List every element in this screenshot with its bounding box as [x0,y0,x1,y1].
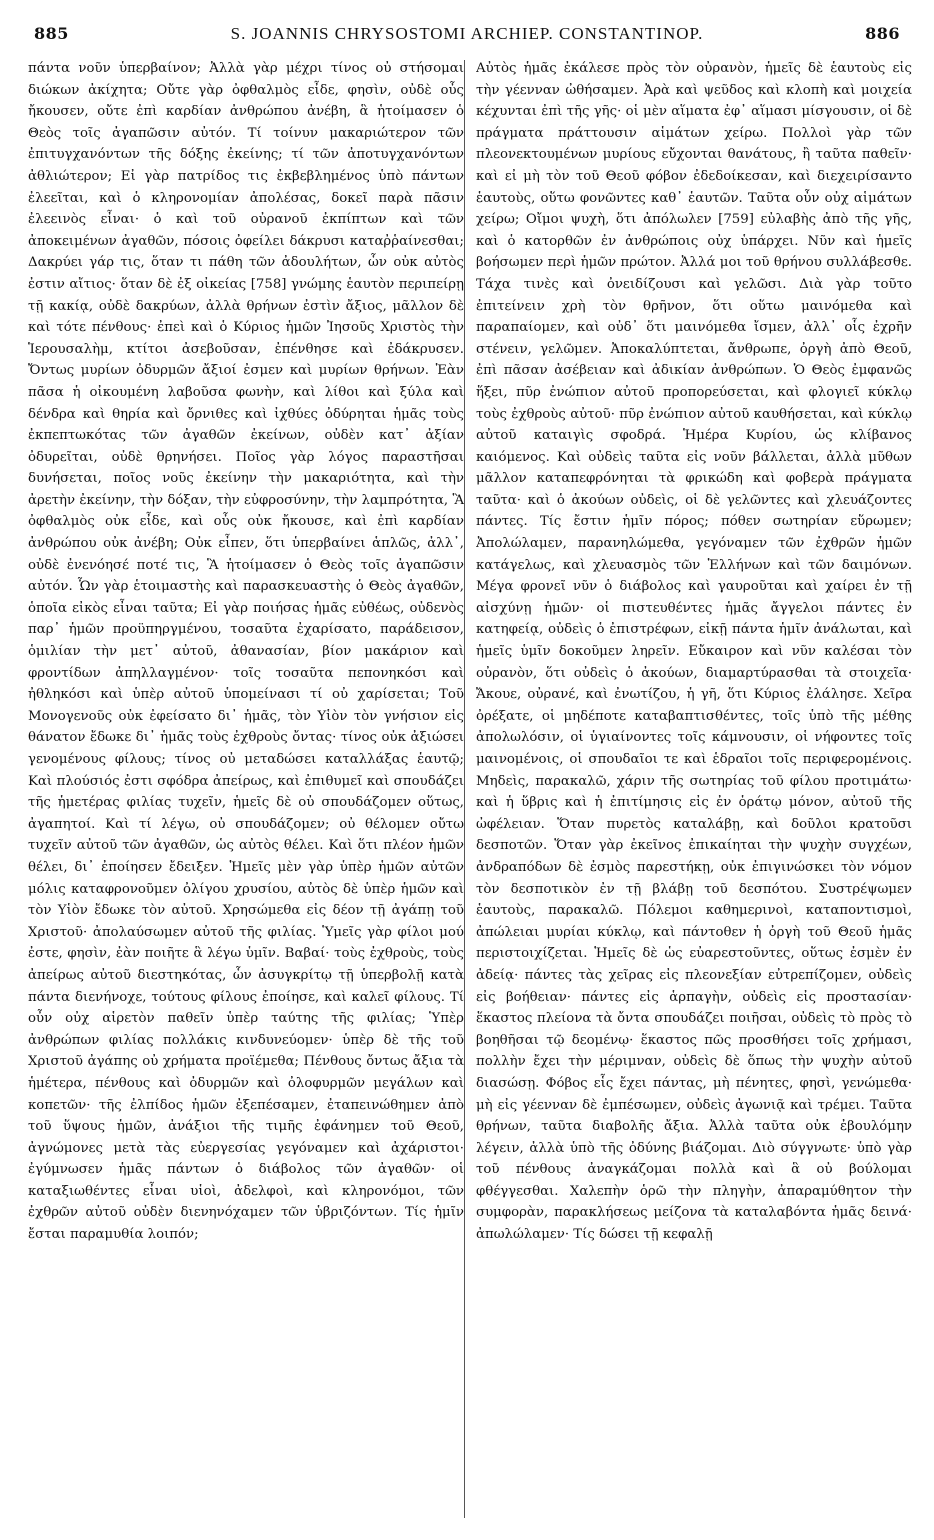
running-header [0,0,934,52]
right-column [476,58,912,1528]
left-column [28,58,464,1528]
right-column-text: Αὐτὸς ἡμᾶς ἐκάλεσε πρὸς τὸν οὐρανὸν, ἡμεῖς δὲ ἑαυτοὺς εἰς τὴν γέενναν ὠθήσαμεν. Ἀρὰ καὶ ψεῦδος καὶ κλοπὴ καὶ μοιχεία κέχυνται ἐπὶ τῆς γῆς· οἱ μὲν αἵματα ἐφ᾽ αἵμασι μίσγουσιν, οἱ δὲ πράγματα πράττουσιν αἱμάτων χείρω. Πολλοὶ γὰρ τῶν πλεονεκτουμένων μυρίους εὔχονται θανάτους, ἢ ταῦτα παθεῖν· καὶ εἰ μὴ τὸν τοῦ Θεοῦ φόβον ἐδεδοίκεσαν, καὶ διεχειρίσαντο ἑαυτοὺς, οὕτω φονῶντες καθ᾽ ἑαυτῶν. Ταῦτα οὖν οὐχ αἱμάτων χείρω; Οἴμοι ψυχὴ, ὅτι ἀπόλωλεν [759] εὐλαβὴς ἀπὸ τῆς γῆς, καὶ ὁ κατορθῶν ἐν ἀνθρώποις οὐχ ὑπάρχει. Νῦν καὶ ἡμεῖς βοήσωμεν περὶ ἡμῶν πρώτον. Ἀλλά μοι τοῦ θρήνου συλλάβεσθε. Τάχα τινὲς καὶ ὀνειδίζουσι καὶ γελῶσι. Διὰ γὰρ τοῦτο ἐπιτείνειν χρὴ τὸν θρῆνον, ὅτι οὕτω μαινόμεθα καὶ παραπαίομεν, καὶ οὐδ᾽ ὅτι μαινόμεθα ἴσμεν, ἀλλ᾽ οἷς ἐχρῆν στένειν, γελῶμεν. Ἀποκαλύπτεται, ἄνθρωπε, ὀργὴ ἀπὸ Θεοῦ, ἐπὶ πᾶσαν ἀσέβειαν καὶ ἀδικίαν ἀνθρώπων. Ὁ Θεὸς ἐμφανῶς ἥξει, πῦρ ἐνώπιον αὐτοῦ προπορεύσεται, καὶ φλογιεῖ κύκλῳ τοὺς ἐχθροὺς αὐτοῦ· πῦρ ἐνώπιον αὐτοῦ καυθήσεται, καὶ κύκλῳ αὐτοῦ καταιγὶς σφοδρά. Ἡμέρα Κυρίου, ὡς κλίβανος καιόμενος. Καὶ οὐδεὶς ταῦτα εἰς νοῦν βάλλεται, ἀλλὰ μῦθων μᾶλλον καταπεφρόνηται τὰ φρικώδη καὶ φοβερὰ πράγματα ταῦτα· καὶ ὁ ἀκούων οὐδεὶς, οἱ δὲ γελῶντες καὶ χλευάζοντες πάντες. Τίς ἔστιν ἡμῖν πόρος; πόθεν σωτηρίαν εὕρωμεν; Ἀπολώλαμεν, παρανηλώμεθα, γεγόναμεν τῶν ἐχθρῶν ἡμῶν κατάγελως, καὶ χλευασμὸς τῶν Ἑλλήνων καὶ τῶν δαιμόνων. Μέγα φρονεῖ νῦν ὁ διάβολος καὶ γαυροῦται καὶ χαίρει ἐν τῇ αἰσχύνῃ ἡμῶν· οἱ πιστευθέντες ἡμᾶς ἄγγελοι πάντες ἐν κατηφείᾳ, οὐδεὶς ὁ ἐπιστρέφων, εἰκῇ πάντα ἡμῖν ἀνάλωται, καὶ ἡμεῖς ὑμῖν δοκοῦμεν ληρεῖν. Εὔκαιρον καὶ νῦν καλέσαι τὸν οὐρανὸν, ὅτι οὐδεὶς ὁ ἀκούων, διαμαρτύρασθαι τὰ στοιχεῖα· Ἄκουε, οὐρανέ, καὶ ἐνωτίζου, ἡ γῆ, ὅτι Κύριος ἐλάλησε. Χεῖρα ὀρέξατε, οἱ μηδέποτε καταβαπτισθέντες, τοῖς ὑπὸ τῆς μέθης ἀπολωλόσιν, οἱ ὑγιαίνοντες τοῖς κάμνουσιν, οἱ νήφοντες τοῖς μαινομένοις, οἱ σπουδαῖοι τε καὶ ἑδραῖοι τοῖς περιφερομένοις. Μηδεὶς, παρακαλῶ, χάριν τῆς σωτηρίας τοῦ φίλου προτιμάτω· καὶ ἡ ὕβρις καὶ ἡ ἐπιτίμησις εἰς ἐν ὁράτῳ μόνον, αὐτοῦ τῆς ὠφέλειαν. Ὅταν πυρετὸς καταλάβῃ, καὶ δοῦλοι κρατοῦσι δεσποτῶν. Ὅταν γὰρ ἐκεῖνος ἐπικαίηται τὴν ψυχὴν συγχέων, ἀνδραπόδων δὲ ἐσμὸς παρεστήκῃ, οὐκ ἐπιγινώσκει τὸν νόμον τὸν δεσποτικὸν ἐν τῇ βλάβῃ τοῦ δεσπότου. Συστρέψωμεν ἑαυτοὺς, παρακαλῶ. Πόλεμοι καθημερινοὶ, καταποντισμοὶ, ἀπώλειαι μυρίαι κύκλῳ, καὶ πάντοθεν ἡ ὀργὴ τοῦ Θεοῦ ἡμᾶς περιστοιχίζεται. Ἡμεῖς δὲ ὡς εὐαρεστοῦντες, οὕτως ἐσμὲν ἐν ἀδείᾳ· πάντες τὰς χεῖρας εἰς πλεονεξίαν εὐτρεπίζομεν, οὐδεὶς εἰς βοήθειαν· πάντες εἰς ἁρπαγὴν, οὐδεὶς εἰς προστασίαν· ἕκαστος πλείονα τὰ ὄντα σπουδάζει ποιῆσαι, οὐδεὶς τὸ πρὸς τὸ βοηθῆσαι τῷ δεομένῳ· ἕκαστος πῶς προσθήσει τοῖς χρήμασι, πολλὴν ἔχει τὴν μέριμναν, οὐδεὶς δὲ ὅπως τὴν ψυχὴν αὐτοῦ διασώσῃ. Φόβος εἷς ἔχει πάντας, μὴ πένητες, φησὶ, γενώμεθα· μὴ εἰς γέενναν δὲ ἐμπέσωμεν, οὐδεὶς ἀγωνιᾷ καὶ τρέμει. Ταῦτα θρήνων, ταῦτα διαβολῆς ἄξια. Ἀλλὰ ταῦτα οὐκ ἐβουλόμην λέγειν, ἀλλὰ ὑπὸ τῆς ὀδύνης βιάζομαι. Διὸ σύγγνωτε· ὑπὸ γὰρ τοῦ πένθους ἀναγκάζομαι πολλὰ καὶ ἃ οὐ βούλομαι φθέγγεσθαι. Χαλεπὴν ὁρῶ τὴν πληγὴν, ἀπαραμύθητον τὴν συμφορὰν, παρακλήσεως μείζονα τὰ καταλαβόντα ἡμᾶς δεινά· ἀπωλώλαμεν· Τίς δώσει τῇ κεφαλῇ [476,61,912,1243]
running-title: S. JOANNIS CHRYSOSTOMI ARCHIEP. CONSTANTINOP. [230,24,704,43]
column-divider [464,60,465,1518]
page-number-left: 885 [34,24,69,43]
left-column-text: πάντα νοῦν ὑπερβαίνον; Ἀλλὰ γὰρ μέχρι τίνος οὐ στήσομαι διώκων ἀκίχητα; Οὔτε γὰρ ὀφθαλμὸς εἶδε, φησὶν, οὐδὲ οὖς ἤκουσεν, οὔτε ἐπὶ καρδίαν ἀνθρώπου ἀνέβη, ἃ ἡτοίμασεν ὁ Θεὸς τοῖς ἀγαπῶσιν αὐτόν. Τί τοίνυν μακαριώτερον τῶν ἐπιτυγχανόντων τῆς δόξης ἐκείνης; τί τῶν ἀποτυγχανόντων ἀθλιώτερον; Εἰ γὰρ πατρίδος τις ἐκβεβλημένος ὑπὸ πάντων ἐλεεῖται, καὶ ὁ κληρονομίαν ἀπολέσας, δοκεῖ παρὰ πᾶσιν ἐλεεινὸς εἶναι· ὁ καὶ τοῦ οὐρανοῦ ἐκπίπτων καὶ τῶν ἀποκειμένων ἀγαθῶν, πόσοις ὀφείλει δάκρυσι καταῤῥαίνεσθαι; Δακρύει γάρ τις, ὅταν τι πάθη τῶν ἀδουλήτων, ὧν οὐκ αὐτὸς ἐστιν αἴτιος· ὅταν δὲ ἐξ οἰκείας [758] γνώμης ἑαυτὸν περιπείρῃ τῇ κακίᾳ, οὐδὲ δακρύων, ἀλλὰ θρήνων ἐστὶν ἄξιος, μᾶλλον δὲ καὶ τότε πένθους· ἐπεὶ καὶ ὁ Κύριος ἡμῶν Ἰησοῦς Χριστὸς τὴν Ἱερουσαλὴμ, κτίτοι ἀσεβοῦσαν, ἐπένθησε καὶ ἐδάκρυσεν. Ὄντως μυρίων ὀδυρμῶν ἄξιοί ἐσμεν καὶ μυρίων θρήνων. Ἐὰν πᾶσα ἡ οἰκουμένη λαβοῦσα φωνὴν, καὶ λίθοι καὶ ξύλα καὶ δένδρα καὶ θηρία καὶ ὄρνιθες καὶ ἰχθύες ὀδύρηται ἡμᾶς τοὺς ἐκπεπτωκότας τῶν ἀγαθῶν ἐκείνων, οὐδὲν κατ᾽ ἀξίαν ὀδυρεῖται, οὐδὲ θρηνήσει. Ποῖος γὰρ λόγος παραστῆσαι δυνήσεται, ποῖος νοῦς ἐκείνην τὴν μακαριότητα, καὶ τὴν ἀρετὴν ἐκείνην, τὴν δόξαν, τὴν εὐφροσύνην, τὴν λαμπρότητα, Ἃ ὀφθαλμὸς οὐκ εἶδε, καὶ οὖς οὐκ ἤκουσε, καὶ ἐπὶ καρδίαν ἀνθρώπου οὐκ ἀνέβη; Οὐκ εἶπεν, ὅτι ὑπερβαίνει ἁπλῶς, ἀλλ᾽, οὐδὲ ἐνενόησέ ποτέ τις, Ἃ ἡτοίμασεν ὁ Θεὸς τοῖς ἀγαπῶσιν αὐτόν. Ὧν γὰρ ἑτοιμαστὴς καὶ παρασκευαστὴς ὁ Θεὸς ἀγαθῶν, ὁποῖα εἰκὸς εἶναι ταῦτα; Εἰ γὰρ ποιήσας ἡμᾶς εὐθέως, οὐδενὸς παρ᾽ ἡμῶν προϋπηργμένου, τοσαῦτα ἐχαρίσατο, παράδεισον, ὁμιλίαν τὴν μετ᾽ αὐτοῦ, ἀθανασίαν, βίον μακάριον καὶ φροντίδων ἀπηλλαγμένον· τοῖς τοσαῦτα πεπονηκόσι καὶ ἠθληκόσι καὶ ὑπὲρ αὐτοῦ ὑπομείνασι τί οὐ χαρίσεται; Τοῦ Μονογενοῦς οὐκ ἐφείσατο δι᾽ ἡμᾶς, τὸν Υἱὸν τὸν γνήσιον εἰς θάνατον ἔδωκε δι᾽ ἡμᾶς τοὺς ἐχθροὺς ὄντας· τίνος οὐκ ἀξιώσει γενομένους φίλους; τίνος οὐ μεταδώσει καταλλάξας ἑαυτῷ; Καὶ πλούσιός ἐστι σφόδρα ἀπείρως, καὶ ἐπιθυμεῖ καὶ σπουδάζει τῆς ἡμετέρας φιλίας τυχεῖν, ἡμεῖς δὲ οὐ σπουδάζομεν οὕτως, ἀγαπητοί. Καὶ τί λέγω, οὐ σπουδάζομεν; οὐ θέλομεν οὔτω τυχεῖν αὐτοῦ τῶν ἀγαθῶν, ὡς αὐτὸς θέλει. Καὶ ὅτι πλέον ἡμῶν θέλει, δι᾽ ἐποίησεν ἔδειξεν. Ἡμεῖς μὲν γὰρ ὑπὲρ ἡμῶν αὐτῶν μόλις καταφρονοῦμεν ὀλίγου χρυσίου, αὐτὸς δὲ ὑπὲρ ἡμῶν καὶ τὸν Υἱὸν ἔδωκε τὸν αὐτοῦ. Χρησώμεθα εἰς δέον τῇ ἀγάπῃ τοῦ Χριστοῦ· ἀπολαύσωμεν αὐτοῦ τῆς φιλίας. Ὑμεῖς γὰρ φίλοι μού ἐστε, φησὶν, ἐὰν ποιῆτε ἃ λέγω ὑμῖν. Βαβαί· τοὺς ἐχθροὺς, τοὺς ἀπείρως αὐτοῦ διεστηκότας, ὧν ἀσυγκρίτῳ τῇ ὑπερβολῇ κατὰ πάντα διενήνοχε, τούτους φίλους ἐποίησε, καὶ καλεῖ φίλους. Τί οὖν οὐχ αἱρετὸν παθεῖν ὑπὲρ ταύτης τῆς φιλίας; Ὑπὲρ ἀνθρώπων φιλίας πολλάκις κινδυνεύομεν· ὑπὲρ δὲ τῆς τοῦ Χριστοῦ ἀγάπης οὐ χρήματα προϊέμεθα; Πένθους ὄντως ἄξια τὰ ἡμέτερα, πένθους καὶ ὀδυρμῶν καὶ ὀλοφυρμῶν μεγάλων καὶ κοπετῶν· τῆς ἐλπίδος ἡμῶν ἐξεπέσαμεν, ἐταπεινώθημεν ἀπὸ τοῦ ὕψους ἡμῶν, ἀνάξιοι τῆς τιμῆς ἐφάνημεν τοῦ Θεοῦ, ἀγνώμονες μετὰ τὰς εὐεργεσίας γεγόναμεν καὶ ἀχάριστοι· ἐγύμνωσεν ἡμᾶς πάντων ὁ διάβολος τῶν ἀγαθῶν· οἱ καταξιωθέντες εἶναι υἱοὶ, ἀδελφοὶ, καὶ κληρονόμοι, τῶν ἐχθρῶν αὐτοῦ οὐδὲν διενηνόχαμεν τῶν ὑβριζόντων. Τίς ἡμῖν ἔσται παραμυθία λοιπόν; [28,61,464,1243]
page-number-right: 886 [865,24,900,43]
